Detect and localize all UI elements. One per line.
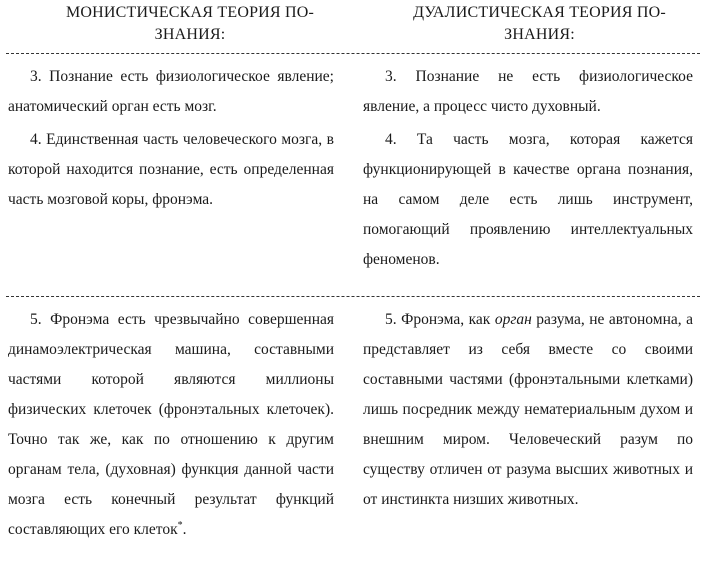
monistic-point-5: 5. Фронэма есть чрезвычайно совершенная динамоэлектрическая машина, составными частями которой являются миллионы физических клеточек (фронэтальных клеточек). Точно так же, как по отношению к другим органам тела, (духовная) функция данной части мозга есть конечный результат функций составляющих его клеток*. bbox=[8, 311, 334, 538]
footnote-mark: * bbox=[177, 519, 183, 531]
header-divider bbox=[6, 53, 700, 54]
monistic-row-1 bbox=[8, 62, 334, 215]
dualistic-heading-line-1: ДУАЛИСТИЧЕСКАЯ ТЕОРИЯ ПО- bbox=[413, 4, 666, 21]
monistic-point-4: 4. Единственная часть человеческого мозга, в которой находится познание, есть определенная часть мозговой коры, фронэма. bbox=[8, 131, 334, 208]
dualistic-heading-line-2: ЗНАНИЯ: bbox=[504, 26, 575, 43]
monistic-point-5-text: 5. Фронэма есть чрезвычайно совершенная динамоэлектрическая машина, составными частями которой являются миллионы физических клеточек (фронэтальных клеточек). Точно так же, как по отношению к другим органам тела, (духовная) функция данной части мозга есть конечный результат функций составляющих его клеток bbox=[8, 311, 334, 538]
dualistic-point-5-emphasis: орган bbox=[494, 311, 532, 328]
dualistic-point-5 bbox=[363, 305, 693, 515]
monistic-heading-line-1: МОНИСТИЧЕСКАЯ ТЕОРИЯ ПО- bbox=[65, 4, 315, 21]
monistic-row-2 bbox=[8, 305, 334, 545]
dualistic-theory-heading bbox=[397, 2, 682, 46]
monistic-heading-line-2: ЗНАНИЯ: bbox=[154, 26, 226, 43]
monistic-theory-heading bbox=[45, 2, 335, 46]
dualistic-row-2 bbox=[363, 305, 693, 515]
dualistic-point-5-after: разума, не автономна, а представляет из себя вместе со своими составными частями (фронэтальными клетками) лишь посредник между нематериальным духом и внешним миром. Человеческий разум по существу отличен от разума высших животных и от инстинкта низших животных. bbox=[363, 311, 693, 508]
table-header bbox=[0, 2, 704, 46]
dualistic-point-4: 4. Та часть мозга, которая кажется функционирующей в качестве органа познания, на самом деле есть лишь инструмент, помогающий проявлению интеллектуальных феноменов. bbox=[363, 131, 693, 268]
dualistic-point-5-before: 5. Фронэма, как bbox=[385, 311, 495, 328]
row-divider bbox=[6, 296, 700, 297]
dualistic-row-1 bbox=[363, 62, 693, 275]
dualistic-point-3: 3. Познание не есть физиологическое явление, а процесс чисто духовный. bbox=[363, 68, 693, 115]
monistic-point-3: 3. Познание есть физиологическое явление; анатомический орган есть мозг. bbox=[8, 68, 334, 115]
